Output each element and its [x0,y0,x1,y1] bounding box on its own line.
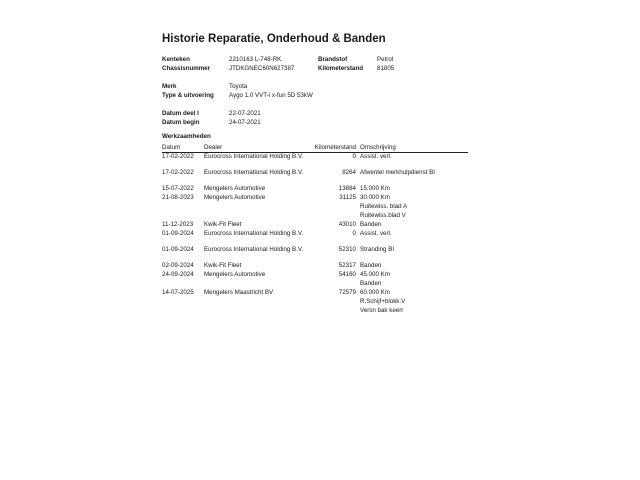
table-header [162,143,468,153]
table-row [162,153,468,169]
datum-deel1-label: Datum deel I [162,110,199,117]
kilometerstand-label: Kilometerstand [318,65,364,72]
datum-begin-label: Datum begin [162,119,200,126]
row-desc: Assist. verl. [360,153,392,160]
datum-deel1-value: 22-07-2021 [229,110,261,117]
row-km: 43010 [338,221,356,228]
row-desc: Afwentel merkhulpdienst BI [360,169,435,176]
table-row [162,194,468,203]
row-km: 54160 [338,271,356,278]
row-km: 8264 [342,169,356,176]
row-date: 17-02-2022 [162,169,194,176]
row-date: 02-09-2024 [162,262,194,269]
row-km: 72579 [338,289,356,296]
row-desc: 60.000 Km [360,289,390,296]
header-km: Kilometerstand [314,144,356,151]
row-dealer: Kwik-Fit Fleet [204,221,242,228]
kenteken-label: Kenteken [162,56,190,63]
row-date: 11-12-2023 [162,221,194,228]
table-row [162,230,468,246]
kenteken-value: 2210163 L-748-RK [229,56,282,63]
brandstof-label: Brandstof [318,56,348,63]
header-dealer: Dealer [204,144,223,151]
row-dealer: Eurocross International Holding B.V. [204,230,304,237]
row-date: 17-02-2022 [162,153,194,160]
section-title: Werkzaamheden [162,133,211,140]
row-desc: Ruitewiss. blad A [360,203,408,210]
row-desc: 30.000 Km [360,194,390,201]
row-desc: 45.000 Km [360,271,390,278]
row-km: 31125 [339,194,356,201]
table-row [162,169,468,185]
row-dealer: Eurocross International Holding B.V. [204,246,304,253]
row-date: 01-09-2024 [162,230,194,237]
datum-begin-value: 24-07-2021 [229,119,261,126]
row-km: 0 [352,230,356,237]
row-date: 01-09-2024 [162,246,194,253]
merk-value: Toyota [229,83,248,90]
table-row [162,212,468,221]
row-desc: Banden [360,262,382,269]
row-desc: Versn bak keerr [360,307,404,314]
table-body [162,153,468,316]
table-row [162,221,468,230]
row-desc: 15.000 Km [360,185,390,192]
row-desc: Ruitewiss.blad V [360,212,406,219]
row-desc: R.Schijf+blokk.V [360,298,406,305]
row-km: 52310 [338,246,356,253]
row-desc: Stranding BI [360,246,395,253]
row-date: 24-09-2024 [162,271,194,278]
row-date: 15-07-2022 [162,185,194,192]
row-desc: Assist. verl. [360,230,392,237]
kilometerstand-value: 81805 [377,65,395,72]
table-row [162,185,468,194]
chassis-value: JTDKGNEC60N627387 [229,65,295,72]
row-desc: Banden [360,221,382,228]
row-dealer: Mengelers Maastricht BV [204,289,274,296]
brandstof-value: Petrol [377,56,394,63]
header-desc: Omschrijving [360,144,396,151]
row-date: 21-08-2023 [162,194,194,201]
chassis-label: Chassisnummer [162,65,211,72]
row-dealer: Eurocross International Holding B.V. [204,169,304,176]
table-row [162,307,468,316]
table-row [162,289,468,298]
table-row [162,246,468,262]
page-title: Historie Reparatie, Onderhoud & Banden [162,33,386,45]
type-value: Aygo 1.0 VVT-i x-fun 5D 53kW [229,92,313,99]
row-km: 0 [352,153,356,160]
row-km: 13884 [338,185,356,192]
row-dealer: Eurocross International Holding B.V. [204,153,304,160]
row-dealer: Mengelers Automotive [204,271,266,278]
row-dealer: Kwik-Fit Fleet [204,262,242,269]
table-row [162,280,468,289]
merk-label: Merk [162,83,177,90]
table-row [162,262,468,271]
row-desc: Banden [360,280,382,287]
table-row [162,203,468,212]
row-dealer: Mengelers Automotive [204,194,266,201]
header-date: Datum [162,144,181,151]
type-label: Type & uitvoering [162,92,214,99]
row-km: 52317 [338,262,356,269]
table-row [162,298,468,307]
table-row [162,271,468,280]
row-date: 14-07-2025 [162,289,194,296]
row-dealer: Mengelers Automotive [204,185,266,192]
